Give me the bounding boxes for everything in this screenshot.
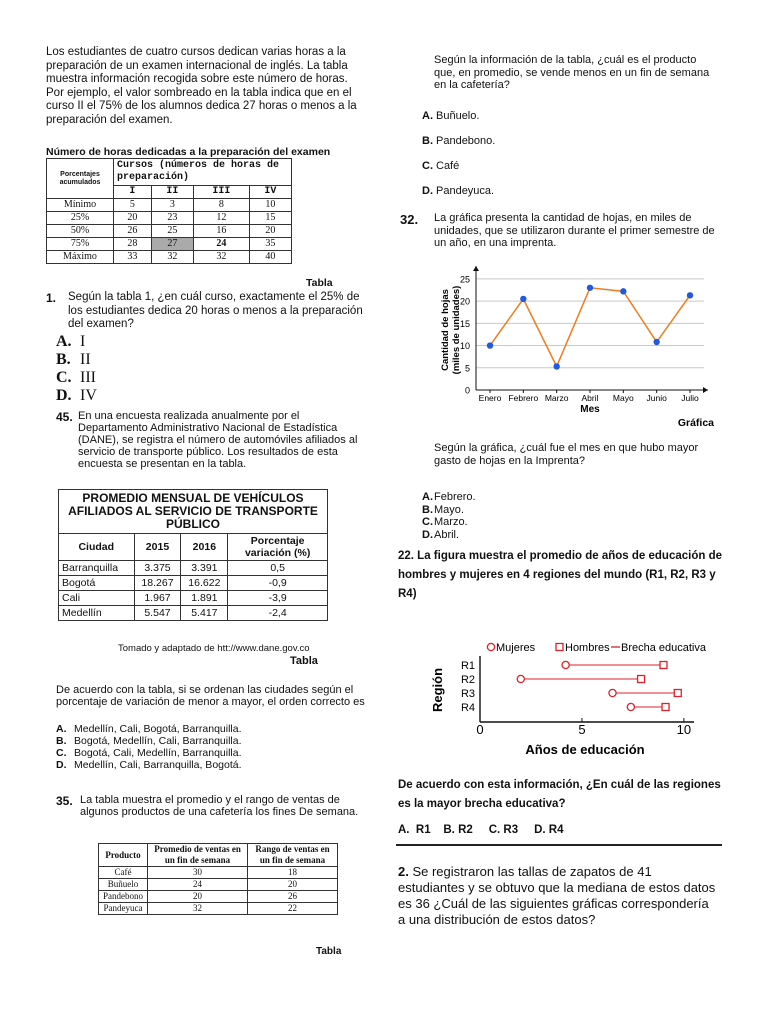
question-1 xyxy=(46,291,366,405)
table2 xyxy=(58,489,328,621)
intro-example: Por ejemplo, el valor sombreado en la tabla indica que en el curso II el 75% de los alumnos dedica 27 horas o menos a la preparación del examen. xyxy=(46,86,357,126)
data-point-enero xyxy=(487,342,493,348)
table3-cell: Pandeyuca xyxy=(99,903,148,915)
table2-cell: 1.967 xyxy=(134,591,181,606)
option-text: Pandebono. xyxy=(436,135,496,147)
table1-cell: 5 xyxy=(114,199,152,212)
question-2 xyxy=(398,864,718,928)
y-tick-label: R3 xyxy=(460,688,475,700)
table-row xyxy=(99,879,338,891)
y-tick-label: 15 xyxy=(459,318,470,329)
y-tick-label: R2 xyxy=(460,674,475,686)
table1-col-header: IV xyxy=(249,186,291,199)
option-text: Buñuelo. xyxy=(436,110,480,122)
men-point-r1 xyxy=(660,662,667,669)
table2-cell: -0,9 xyxy=(228,576,328,591)
chart2-x-axis-title: Años de educación xyxy=(525,742,645,757)
question-45-options xyxy=(56,723,366,771)
question-35-option[interactable] xyxy=(422,154,702,179)
table3-cell: Café xyxy=(99,867,148,879)
question-1-text: Según la tabla 1, ¿en cuál curso, exactamente el 25% de los estudiantes dedica 20 horas o menos a la preparación del examen? xyxy=(68,291,363,330)
table-row xyxy=(99,867,338,879)
question-32-option[interactable] xyxy=(422,529,622,542)
table1-cell: 15 xyxy=(249,212,291,225)
question-35-option[interactable] xyxy=(422,179,702,204)
y-tick-label: 10 xyxy=(459,341,470,352)
table2-cell: Bogotá xyxy=(59,576,135,591)
x-tick-label: 10 xyxy=(676,722,692,737)
table1-col-header: I xyxy=(114,186,152,199)
legend-gap-label: Brecha educativa xyxy=(621,642,706,654)
table1-cell: 28 xyxy=(114,238,152,251)
table1-cell: 32 xyxy=(194,251,250,264)
table3-col-header: Promedio de ventas en un fin de semana xyxy=(148,844,248,867)
option-text: Bogotá, Cali, Medellín, Barranquilla. xyxy=(74,747,242,759)
table3-cell: 18 xyxy=(248,867,338,879)
option-letter: B. xyxy=(422,135,433,147)
table1-title: Número de horas dedicadas a la preparación del examen xyxy=(46,146,331,158)
chart2-y-axis-title: Región xyxy=(430,667,445,713)
option-letter: A. xyxy=(56,723,67,735)
table-row xyxy=(99,891,338,903)
question-45-option[interactable] xyxy=(56,759,366,771)
question-32-option[interactable] xyxy=(422,504,622,517)
table2-col-header: Ciudad xyxy=(59,534,135,561)
chart1-x-axis-title: Mes xyxy=(580,404,600,415)
data-point-mayo xyxy=(620,288,626,294)
table1-cell: 23 xyxy=(151,212,193,225)
option-text: Café xyxy=(436,160,460,172)
question-1-option[interactable] xyxy=(56,351,366,369)
table3-cell: 32 xyxy=(148,903,248,915)
question-45-option[interactable] xyxy=(56,735,366,747)
table-row xyxy=(47,225,292,238)
x-tick-label: Mayo xyxy=(612,393,634,403)
table1-caption: Tabla xyxy=(306,277,333,289)
question-35-text: La tabla muestra el promedio y el rango de ventas de algunos productos de una cafetería los fines De semana. xyxy=(80,794,359,818)
y-tick-label: R1 xyxy=(460,660,475,672)
question-45 xyxy=(56,410,366,470)
x-tick-label: Marzo xyxy=(544,393,569,403)
table1-cell: 50% xyxy=(47,225,114,238)
table1-cell: 40 xyxy=(249,251,291,264)
option-text: III xyxy=(80,368,96,386)
question-32-options xyxy=(422,491,622,541)
table-row xyxy=(59,591,328,606)
option-letter: C. xyxy=(422,160,433,172)
table1-cell: 25 xyxy=(151,225,193,238)
option-text: Bogotá, Medellín, Cali, Barranquilla. xyxy=(74,735,242,747)
table1-cell: 12 xyxy=(194,212,250,225)
table1-cell: 3 xyxy=(151,199,193,212)
y-tick-label: 25 xyxy=(459,274,470,285)
table2-cell: 5.547 xyxy=(134,606,181,621)
table3-caption: Tabla xyxy=(316,946,342,957)
table-row xyxy=(47,238,292,251)
sheets-line-chart xyxy=(428,262,728,432)
table1-cell: 35 xyxy=(249,238,291,251)
option-text: Medellín, Cali, Bogotá, Barranquilla. xyxy=(74,723,242,735)
table2-cell: Barranquilla xyxy=(59,561,135,576)
table3-cell: Buñuelo xyxy=(99,879,148,891)
x-tick-label: Julio xyxy=(681,393,699,403)
question-1-option[interactable] xyxy=(56,333,366,351)
question-35-option[interactable] xyxy=(422,104,702,129)
x-tick-label: 0 xyxy=(476,722,484,737)
option-letter: C. xyxy=(56,747,67,759)
table-row xyxy=(47,212,292,225)
y-axis-arrow xyxy=(473,266,479,271)
women-point-r2 xyxy=(517,675,524,682)
option-letter: A. xyxy=(422,110,433,122)
table1-cell: Máximo xyxy=(47,251,114,264)
option-text: Medellín, Cali, Barranquilla, Bogotá. xyxy=(74,759,242,771)
table3-col-header: Producto xyxy=(99,844,148,867)
table2-cell: Cali xyxy=(59,591,135,606)
table1-cell: 75% xyxy=(47,238,114,251)
data-point-marzo xyxy=(553,363,559,369)
question-22-text: 22. La figura muestra el promedio de años de educación de hombres y mujeres en 4 regiones del mundo (R1, R2, R3 y R4) xyxy=(398,550,723,600)
men-point-r4 xyxy=(662,704,669,711)
option-text: IV xyxy=(80,386,97,404)
table1-cell: 24 xyxy=(194,238,250,251)
y-tick-label: 5 xyxy=(464,363,470,374)
y-tick-label: 0 xyxy=(464,385,470,396)
data-point-julio xyxy=(687,292,693,298)
table1-courses-header: Cursos (números de horas de preparación) xyxy=(114,159,292,186)
question-1-option[interactable] xyxy=(56,387,366,405)
question-35-number: 35. xyxy=(56,794,73,808)
question-45-text: En una encuesta realizada anualmente por el Departamento Administrativo Nacional de Estadística (DANE), se registra el número de automóviles afiliados al servicio de transporte público. Los resultados de esta encuesta se presentan en la tabla. xyxy=(78,410,358,470)
y-tick-label: R4 xyxy=(460,702,475,714)
x-axis-arrow xyxy=(703,387,708,393)
option-letter: C. xyxy=(422,516,433,528)
option-letter: B. xyxy=(422,503,433,516)
option-text: Febrero. xyxy=(434,491,476,503)
question-35-options xyxy=(422,104,702,204)
table-row xyxy=(59,576,328,591)
table1-cell: 10 xyxy=(249,199,291,212)
legend-men-marker xyxy=(556,644,563,651)
table1-cell: Mínimo xyxy=(47,199,114,212)
table1-col-header: II xyxy=(151,186,193,199)
table3-col-header: Rango de ventas en un fin de semana xyxy=(248,844,338,867)
table-row xyxy=(47,251,292,264)
question-32 xyxy=(400,212,718,250)
table2-cell: 3.391 xyxy=(181,561,228,576)
table2-cell: 16.622 xyxy=(181,576,228,591)
question-45-number: 45. xyxy=(56,410,73,424)
y-tick-label: 20 xyxy=(459,296,470,307)
table2-source: Tomado y adaptado de htt://www.dane.gov.co xyxy=(118,643,310,654)
table1-cell: 8 xyxy=(194,199,250,212)
option-letter: D. xyxy=(56,759,67,771)
sheets-series-line xyxy=(490,288,690,367)
x-tick-label: Enero xyxy=(478,393,502,403)
option-text: I xyxy=(80,332,86,350)
table3-cell: 20 xyxy=(248,879,338,891)
question-1-number: 1. xyxy=(46,291,57,305)
table2-title: PROMEDIO MENSUAL DE VEHÍCULOS AFILIADOS AL SERVICIO DE TRANSPORTE PÚBLICO xyxy=(59,490,328,534)
table1-cell: 27 xyxy=(151,238,193,251)
question-32-option[interactable] xyxy=(422,516,622,529)
table2-col-header: Porcentaje variación (%) xyxy=(228,534,328,561)
legend-women-label: Mujeres xyxy=(496,642,536,654)
option-letter: A. xyxy=(422,491,433,503)
question-35-prompt: Según la información de la tabla, ¿cuál es el producto que, en promedio, se vende menos en un fin de semana en la cafetería? xyxy=(434,54,710,91)
option-letter: A. xyxy=(56,332,72,350)
table3-cell: 22 xyxy=(248,903,338,915)
table2-cell: 3.375 xyxy=(134,561,181,576)
table1-cell: 32 xyxy=(151,251,193,264)
x-tick-label: Febrero xyxy=(508,393,539,403)
option-letter: B. xyxy=(56,735,67,747)
chart1-y-axis-title: Cantidad de hojas(miles de unidades) xyxy=(440,285,462,375)
question-35 xyxy=(56,794,366,818)
option-text: Marzo. xyxy=(434,516,468,528)
x-tick-label: 5 xyxy=(578,722,586,737)
women-point-r3 xyxy=(609,689,616,696)
table-row xyxy=(47,199,292,212)
table1-pct-header: Porcentajes acumulados xyxy=(47,159,114,199)
option-letter: D. xyxy=(422,528,433,541)
question-2-number: 2. xyxy=(398,864,409,879)
table2-col-header: 2015 xyxy=(134,534,181,561)
legend-women-marker xyxy=(487,643,494,650)
question-22-options: A. R1 B. R2 C. R3 D. R4 xyxy=(398,824,564,836)
question-2-text: Se registraron las tallas de zapatos de 41 estudiantes y se obtuvo que la mediana de estos datos es 36 ¿Cuál de las siguientes gráficas correspondería a una distribución de estos datos? xyxy=(398,864,716,927)
table1 xyxy=(46,158,292,264)
option-letter: D. xyxy=(422,185,433,197)
section-divider xyxy=(396,844,722,846)
data-point-abril xyxy=(587,285,593,291)
table-row xyxy=(99,903,338,915)
option-text: Abril. xyxy=(434,528,460,541)
question-45-option[interactable] xyxy=(56,723,366,735)
question-45-option[interactable] xyxy=(56,747,366,759)
x-tick-label: Junio xyxy=(646,393,667,403)
table1-cell: 25% xyxy=(47,212,114,225)
option-letter: D. xyxy=(56,386,72,404)
option-letter: C. xyxy=(56,368,72,386)
table1-col-header: III xyxy=(194,186,250,199)
option-text: Mayo. xyxy=(434,503,464,516)
table1-cell: 33 xyxy=(114,251,152,264)
table2-cell: 1.891 xyxy=(181,591,228,606)
table3-cell: 24 xyxy=(148,879,248,891)
table3-cell: Pandebono xyxy=(99,891,148,903)
table3-cell: 30 xyxy=(148,867,248,879)
x-tick-label: Abril xyxy=(581,393,599,403)
data-point-junio xyxy=(653,339,659,345)
intro-block xyxy=(46,46,366,127)
question-1-options xyxy=(56,333,366,405)
option-text: II xyxy=(80,350,91,368)
table3-cell: 26 xyxy=(248,891,338,903)
table2-cell: 0,5 xyxy=(228,561,328,576)
question-32-text: La gráfica presenta la cantidad de hojas, en miles de unidades, que se utilizaron durante el primer semestre de un año, en una imprenta. xyxy=(434,212,715,249)
education-gap-chart xyxy=(424,636,724,764)
men-point-r2 xyxy=(638,676,645,683)
table2-cell: Medellín xyxy=(59,606,135,621)
question-32-number: 32. xyxy=(400,212,419,227)
table1-cell: 26 xyxy=(114,225,152,238)
chart1-caption: Gráfica xyxy=(677,417,714,429)
table-row xyxy=(59,606,328,621)
option-letter: B. xyxy=(56,350,71,368)
table2-cell: 5.417 xyxy=(181,606,228,621)
table2-cell: -2,4 xyxy=(228,606,328,621)
question-22-prompt: De acuerdo con esta información, ¿En cuál de las regiones es la mayor brecha educativa? xyxy=(398,779,721,810)
option-text: Pandeyuca. xyxy=(436,185,495,197)
question-32-prompt: Según la gráfica, ¿cuál fue el mes en que hubo mayor gasto de hojas en la Imprenta? xyxy=(434,442,699,467)
women-point-r4 xyxy=(627,703,634,710)
table1-cell: 20 xyxy=(114,212,152,225)
table2-caption: Tabla xyxy=(290,655,318,667)
table2-cell: -3,9 xyxy=(228,591,328,606)
table2-cell: 18.267 xyxy=(134,576,181,591)
question-45-prompt: De acuerdo con la tabla, si se ordenan las ciudades según el porcentaje de variación de menor a mayor, el orden correcto es xyxy=(56,684,365,708)
table3-cell: 20 xyxy=(148,891,248,903)
intro-text: Los estudiantes de cuatro cursos dedican varias horas a la preparación de un examen internacional de inglés. La tabla muestra información recogida sobre este número de horas. xyxy=(46,46,348,85)
question-35-option[interactable] xyxy=(422,129,702,154)
table3 xyxy=(98,843,338,915)
data-point-febrero xyxy=(520,296,526,302)
question-1-option[interactable] xyxy=(56,369,366,387)
table2-col-header: 2016 xyxy=(181,534,228,561)
women-point-r1 xyxy=(562,661,569,668)
table1-cell: 16 xyxy=(194,225,250,238)
table1-cell: 20 xyxy=(249,225,291,238)
table-row xyxy=(59,561,328,576)
men-point-r3 xyxy=(674,690,681,697)
question-32-option[interactable] xyxy=(422,491,622,504)
legend-men-label: Hombres xyxy=(565,642,610,654)
